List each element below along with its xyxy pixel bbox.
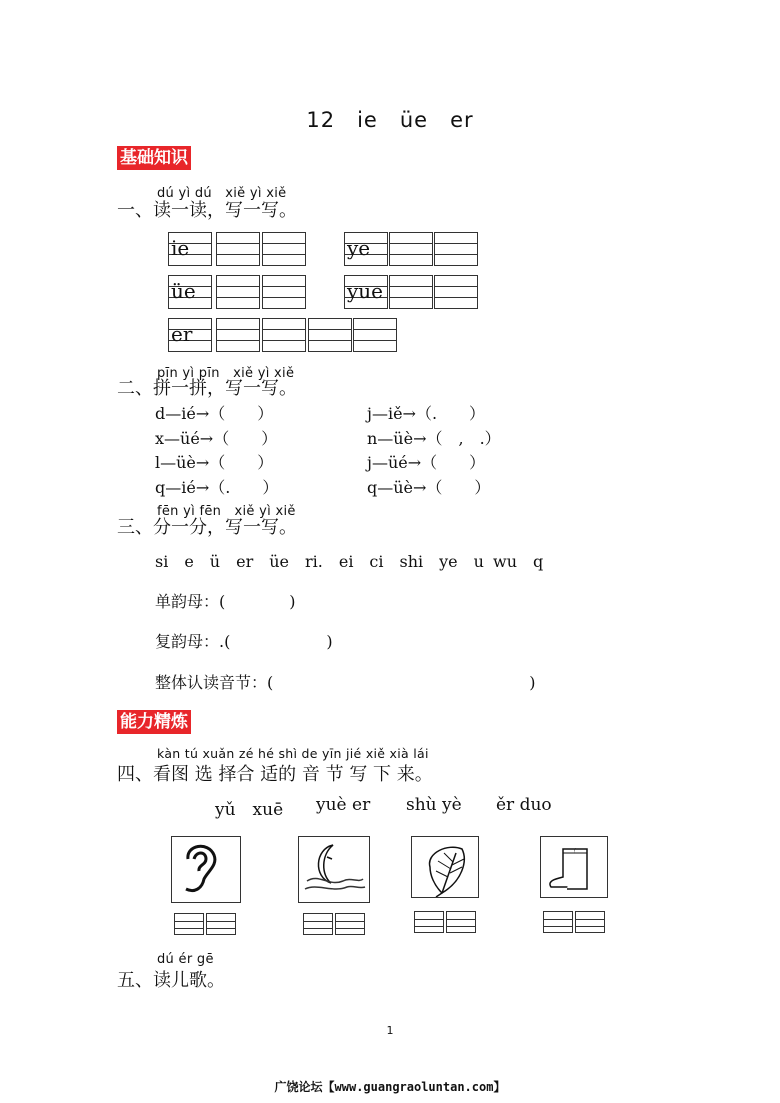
q3-pinyin: fēn yì fēn xiě yì xiě: [157, 504, 296, 519]
cell-text: ie: [171, 236, 190, 260]
grid-cell-empty[interactable]: [434, 275, 478, 309]
q4-option: yǔ xuē: [215, 800, 284, 820]
grid-cell-empty[interactable]: [216, 232, 260, 266]
q2-heading: 二、拼一拼，写一写。: [117, 378, 297, 399]
moon-icon: [299, 837, 369, 902]
answer-cell[interactable]: [335, 913, 365, 935]
q2-right-item: j—üé→（ ）: [367, 453, 486, 472]
answer-cell[interactable]: [174, 913, 204, 935]
q4-pinyin: kàn tú xuǎn zé hé shì de yīn jié xiě xià lái: [157, 746, 429, 761]
ear-icon: [172, 837, 240, 902]
footer-watermark: 广饶论坛【www.guangraoluntan.com】: [274, 1080, 506, 1094]
answer-cell[interactable]: [414, 911, 444, 933]
q5-pinyin: dú ér gē: [157, 952, 214, 967]
grid-cell-empty[interactable]: [262, 275, 306, 309]
grid-cell-empty[interactable]: [262, 318, 306, 352]
answer-cell[interactable]: [446, 911, 476, 933]
q3-line-whole-syllables: 整体认读音节：( ): [155, 673, 536, 692]
answer-cell[interactable]: [543, 911, 573, 933]
grid-cell-empty[interactable]: [308, 318, 352, 352]
q2-right-item: n—üè→（ , .）: [367, 429, 501, 448]
q3-line-single-finals: 单韵母：( ): [155, 592, 296, 611]
answer-cell[interactable]: [575, 911, 605, 933]
ear-picture: [171, 836, 241, 903]
q3-heading: 三、分一分，写一写。: [117, 517, 297, 538]
grid-cell: [168, 318, 212, 352]
q2-right-item: j—iě→（. ）: [367, 404, 486, 423]
leaf-picture: [411, 836, 479, 898]
q2-right-item: q—üè→（ ）: [367, 478, 491, 497]
cell-text: yue: [347, 279, 384, 303]
q2-left-item: l—üè→（ ）: [155, 453, 274, 472]
grid-cell-empty[interactable]: [353, 318, 397, 352]
q2-pinyin: pīn yì pīn xiě yì xiě: [157, 366, 295, 381]
q2-left-item: x—üé→（ ）: [155, 429, 278, 448]
cell-text: er: [171, 322, 193, 346]
q3-syllables: si e ü er üe ri. ei ci shi ye u wu q: [155, 552, 544, 571]
grid-cell-empty[interactable]: [434, 232, 478, 266]
leaf-icon: [412, 837, 478, 897]
cell-text: üe: [171, 279, 196, 303]
grid-cell-empty[interactable]: [389, 232, 433, 266]
grid-cell-empty[interactable]: [262, 232, 306, 266]
answer-cell[interactable]: [303, 913, 333, 935]
moon-picture: [298, 836, 370, 903]
page-title: 12 ie üe er: [306, 108, 474, 132]
grid-cell: [168, 232, 212, 266]
q2-left-item: d—ié→（ ）: [155, 404, 274, 423]
q4-option: shù yè: [406, 795, 462, 815]
q1-heading: 一、读一读，写一写。: [117, 200, 297, 221]
grid-cell: [344, 232, 388, 266]
section-tag-ability: 能力精炼: [117, 710, 191, 734]
section-tag-basic: 基础知识: [117, 146, 191, 170]
grid-cell-empty[interactable]: [216, 275, 260, 309]
page-number: 1: [386, 1024, 394, 1037]
cell-text: ye: [347, 236, 371, 260]
q1-pinyin: dú yì dú xiě yì xiě: [157, 186, 287, 201]
q5-heading: 五、读儿歌。: [117, 970, 225, 991]
q4-option: yuè er: [316, 795, 371, 815]
grid-cell-empty[interactable]: [216, 318, 260, 352]
grid-cell: [344, 275, 388, 309]
q4-option: ěr duo: [496, 795, 552, 815]
grid-cell: [168, 275, 212, 309]
boots-picture: [540, 836, 608, 898]
boots-icon: [541, 837, 607, 897]
q3-line-compound-finals: 复韵母：.( ): [155, 632, 333, 651]
grid-cell-empty[interactable]: [389, 275, 433, 309]
answer-cell[interactable]: [206, 913, 236, 935]
q2-left-item: q—ié→（. ）: [155, 478, 279, 497]
q4-heading: 四、看图 选 择合 适的 音 节 写 下 来。: [117, 764, 433, 785]
